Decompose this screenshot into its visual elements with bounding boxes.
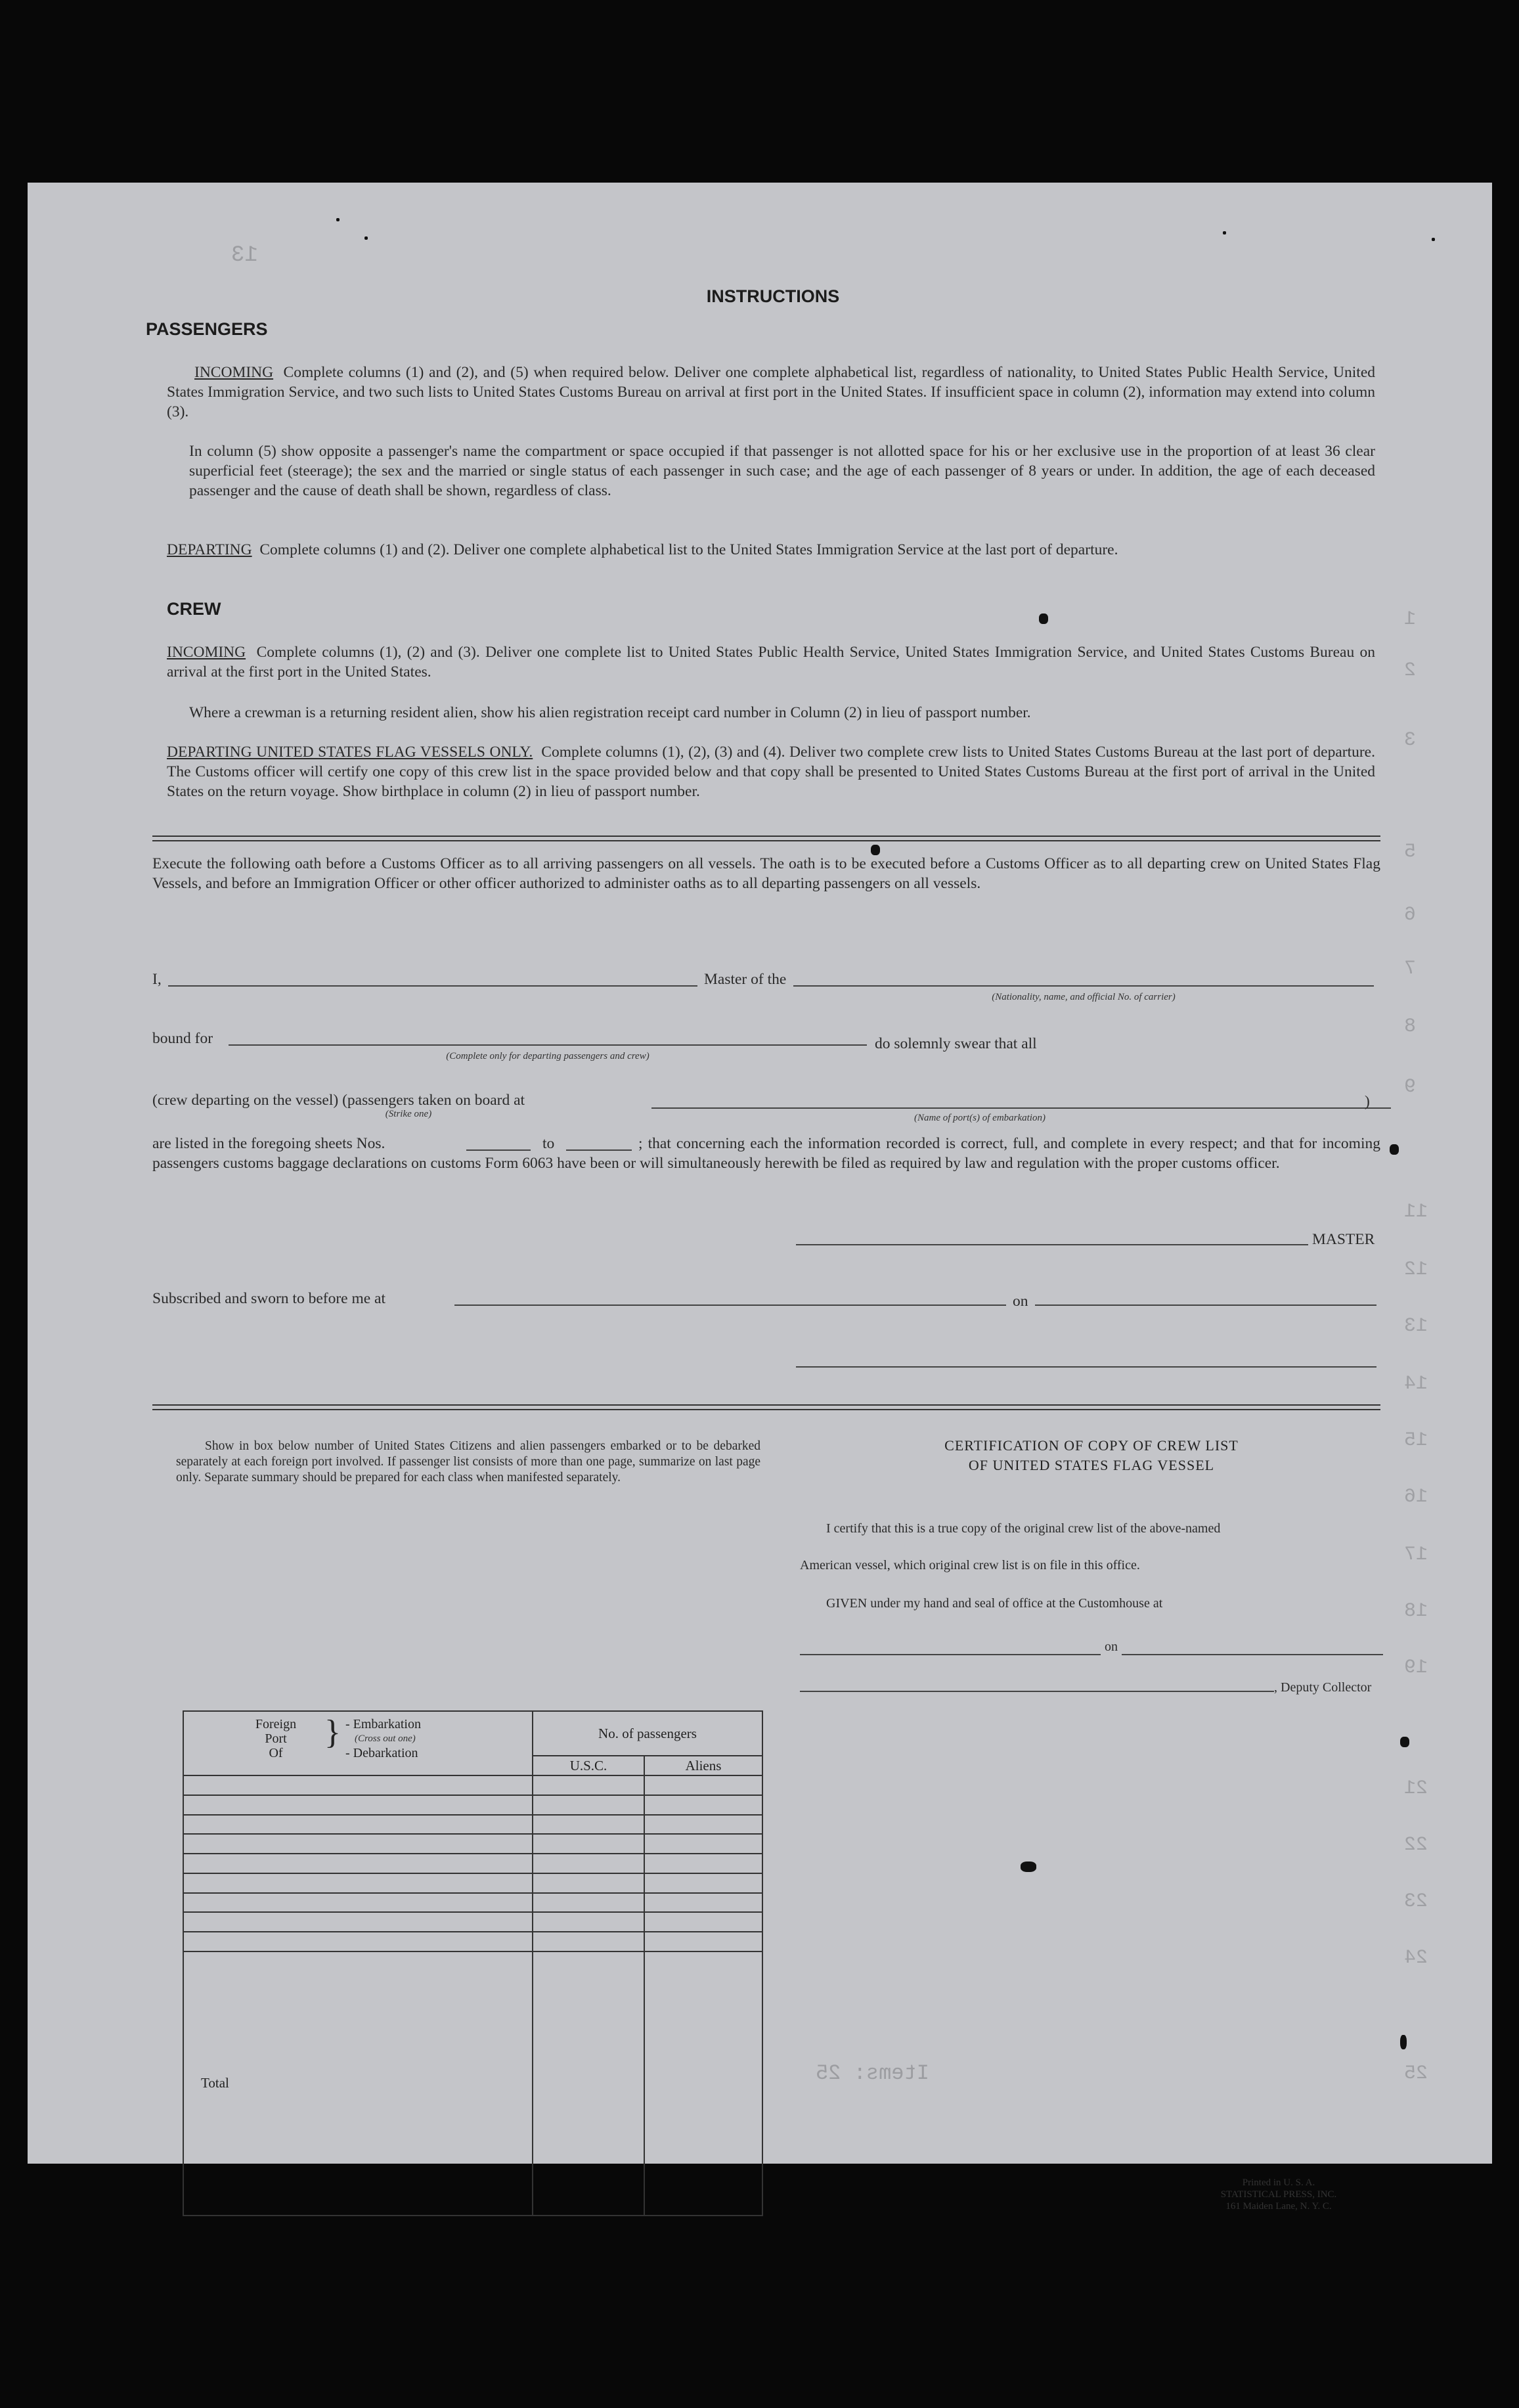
summary-total-row[interactable] [183, 1951, 762, 2216]
ink-spot [1021, 1862, 1036, 1872]
crew-resident-paragraph: Where a crewman is a returning resident alien, show his alien registration receipt card number in Column (2) in lieu of passport number. [189, 704, 1031, 721]
total-label: Total [183, 1951, 533, 2216]
ink-spot [1400, 2035, 1407, 2049]
oath-intro: Execute the following oath before a Customs Officer as to all arriving passengers on all vessels. The oath is to be executed before a Customs Officer as to all departing crew on United States Flag Vessels, and before an Immigration Officer or other officer authorized to administer oaths as to all departing passengers on all vessels. [152, 855, 1380, 892]
oath-i-label: I, [152, 971, 162, 988]
summary-row[interactable] [183, 1893, 762, 1913]
bleed-line-number: 23 [1404, 1890, 1428, 1913]
bleed-line-number: 25 [1404, 2062, 1428, 2085]
subscribed-on-label: on [1013, 1293, 1028, 1310]
customhouse-line[interactable] [800, 1654, 1383, 1655]
master-name-line[interactable] [168, 985, 697, 987]
bleed-line-number: 5 [1404, 841, 1417, 863]
bleed-line-number: 19 [1404, 1657, 1428, 1679]
certification-title-line1: CERTIFICATION OF COPY OF CREW LIST [944, 1437, 1239, 1454]
departing-label: DEPARTING [167, 541, 252, 558]
swear-text: do solemnly swear that all [875, 1035, 1037, 1052]
flag-vessels-label: DEPARTING UNITED STATES FLAG VESSELS ONLY. [167, 744, 533, 761]
printer-imprint [1170, 2177, 1387, 2212]
port-label: Port [265, 1731, 287, 1746]
close-paren: ) [1365, 1093, 1370, 1110]
dust-speck [1432, 238, 1435, 241]
bleed-line-number: 24 [1404, 1947, 1428, 1969]
summary-row[interactable] [183, 1854, 762, 1873]
summary-instructions: Show in box below number of United States Citizens and alien passengers embarked or to be debarked separately at each foreign port involved. If passenger list consists of more than one page, summarize on last page only. Separate summary should be prepared for each class when manifested separately. [176, 1439, 760, 1484]
incoming-label: INCOMING [194, 364, 274, 381]
bleed-line-number: 8 [1404, 1015, 1417, 1038]
bleed-line-number: 16 [1404, 1486, 1428, 1508]
bleed-line-number: 1 [1404, 608, 1417, 631]
bleed-line-number: 13 [1404, 1315, 1428, 1337]
summary-row[interactable] [183, 1795, 762, 1815]
passengers-heading: PASSENGERS [146, 319, 268, 339]
bleed-line-number: 18 [1404, 1600, 1428, 1622]
strike-caption: (Strike one) [385, 1109, 432, 1119]
printer-line1: Printed in U. S. A. [1242, 2177, 1315, 2188]
printer-line3: 161 Maiden Lane, N. Y. C. [1225, 2201, 1332, 2212]
bleed-line-number: 6 [1404, 904, 1417, 926]
bound-for-label: bound for [152, 1030, 213, 1047]
summary-row[interactable] [183, 1912, 762, 1932]
bleed-line-number: 11 [1404, 1201, 1428, 1223]
summary-row[interactable] [183, 1775, 762, 1795]
flag-vessels-paragraph [167, 742, 1375, 801]
ink-spot [1400, 1737, 1409, 1747]
given-text: GIVEN under my hand and seal of office at the Customhouse at [826, 1596, 1163, 1611]
sheets-to-label: to [542, 1135, 555, 1152]
form-page [28, 183, 1492, 2212]
master-of-label: Master of the [704, 971, 787, 988]
bleed-line-number: 3 [1404, 729, 1417, 751]
section-divider [152, 1404, 1380, 1410]
printer-line2: STATISTICAL PRESS, INC. [1220, 2189, 1337, 2200]
bleed-line-number: 9 [1404, 1076, 1417, 1098]
crew-incoming-text: Complete columns (1), (2) and (3). Deliver one complete list to United States Public Health Service, United States Immigration Service, and United States Customs Bureau on arrival at the first port in the United States. [167, 644, 1375, 680]
officer-signature-line[interactable] [796, 1366, 1376, 1368]
brace-icon: } [324, 1714, 341, 1751]
port-header-cell [183, 1711, 533, 1775]
dust-speck [336, 218, 340, 221]
certify-text: I certify that this is a true copy of the original crew list of the above-named [826, 1521, 1221, 1536]
bleed-line-number: 2 [1404, 659, 1417, 682]
summary-row[interactable] [183, 1932, 762, 1951]
crew-incoming-paragraph [167, 642, 1375, 682]
summary-row[interactable] [183, 1873, 762, 1893]
certification-title [796, 1436, 1387, 1475]
deputy-collector-line[interactable] [800, 1691, 1274, 1692]
ink-spot [1390, 1144, 1399, 1155]
summary-row[interactable] [183, 1834, 762, 1854]
sheets-statement: ; that concerning each the information recorded is correct, full, and complete in every respect; and that for incoming passengers customs baggage declarations on customs Form 6063 have been or will simultaneously herewith be filed as required by law and regulation with the proper customs officer. [152, 1135, 1380, 1172]
certification-title-line2: OF UNITED STATES FLAG VESSEL [968, 1457, 1215, 1473]
subscribed-place-line[interactable] [454, 1304, 1006, 1306]
incoming-text: Complete columns (1) and (2), and (5) when required below. Deliver one complete alphabetical list, regardless of nationality, to United States Public Health Service, United States Immigration Service, and two such lists to United States Customs Bureau on arrival at first port in the United States. If insufficient space in column (2), information may extend into column (3). [167, 364, 1375, 420]
subscribed-label: Subscribed and sworn to before me at [152, 1290, 386, 1307]
bleed-page-number: 13 [231, 243, 258, 268]
debarkation-option[interactable]: - Debarkation [345, 1746, 418, 1760]
ports-caption: (Name of port(s) of embarkation) [914, 1113, 1046, 1123]
dust-speck [364, 236, 368, 240]
embarkation-option[interactable]: - Embarkation [345, 1717, 421, 1731]
num-passengers-header: No. of passengers [533, 1711, 762, 1756]
ink-spot [871, 845, 880, 855]
bleed-line-number: 17 [1404, 1544, 1428, 1566]
bleed-line-number: 21 [1404, 1777, 1428, 1800]
master-signature-line[interactable] [796, 1244, 1308, 1245]
bleed-line-number: 14 [1404, 1373, 1428, 1395]
section-divider [152, 836, 1380, 841]
dust-speck [1223, 231, 1226, 234]
crew-incoming-label: INCOMING [167, 644, 246, 661]
bleed-line-number: 12 [1404, 1259, 1428, 1281]
bleed-items-total: Items: 25 [816, 2061, 929, 2085]
certify-text-2: American vessel, which original crew list is on file in this office. [800, 1558, 1140, 1572]
departing-text: Complete columns (1) and (2). Deliver one complete alphabetical list to the United States Immigration Service at the last port of departure. [259, 541, 1118, 558]
instructions-title: INSTRUCTIONS [706, 286, 840, 306]
of-label: Of [269, 1746, 283, 1760]
vessel-caption: (Nationality, name, and official No. of carrier) [992, 992, 1176, 1002]
sheets-label: are listed in the foregoing sheets Nos. [152, 1135, 385, 1152]
passengers-incoming-paragraph [167, 363, 1375, 422]
bleed-line-number: 22 [1404, 1834, 1428, 1856]
usc-header: U.S.C. [533, 1756, 644, 1775]
cross-out-caption: (Cross out one) [355, 1733, 416, 1744]
aliens-header: Aliens [644, 1756, 762, 1775]
column5-paragraph: In column (5) show opposite a passenger's name the compartment or space occupied if that passenger is not allotted space for his or her exclusive use in the proportion of at least 36 clear superficial feet (steerage); the sex and the married or single status of each passenger in such case; and the age of each passenger of 8 years or under. In addition, the age of each deceased passenger and the cause of death shall be shown, regardless of class. [189, 443, 1375, 499]
flag-vessels-text: Complete columns (1), (2), (3) and (4). Deliver two complete crew lists to United States Customs Bureau at the last port of departure. The Customs officer will certify one copy of this crew list in the space provided below and that copy shall be presented to United States Customs Bureau at the first port of arrival in the United States on the return voyage. Show birthplace in column (2) in lieu of passport number. [167, 744, 1375, 800]
bound-for-line[interactable] [229, 1044, 867, 1046]
ink-spot [1039, 613, 1048, 624]
passenger-summary-table [183, 1710, 763, 2216]
summary-row[interactable] [183, 1815, 762, 1835]
crew-heading: CREW [167, 599, 221, 619]
bleed-line-number: 7 [1404, 958, 1417, 980]
given-on-label: on [1101, 1637, 1122, 1657]
master-label: MASTER [1312, 1231, 1375, 1248]
crew-departing-text: (crew departing on the vessel) (passengers taken on board at [152, 1092, 525, 1109]
embarkation-port-line[interactable] [651, 1107, 1391, 1109]
foreign-label: Foreign [255, 1717, 297, 1731]
passengers-departing-paragraph [167, 540, 1375, 560]
bleed-line-number: 15 [1404, 1429, 1428, 1452]
bound-for-caption: (Complete only for departing passengers and crew) [446, 1051, 649, 1061]
vessel-line[interactable] [793, 985, 1374, 987]
deputy-collector-label: , Deputy Collector [1274, 1680, 1372, 1695]
subscribed-date-line[interactable] [1035, 1304, 1376, 1306]
